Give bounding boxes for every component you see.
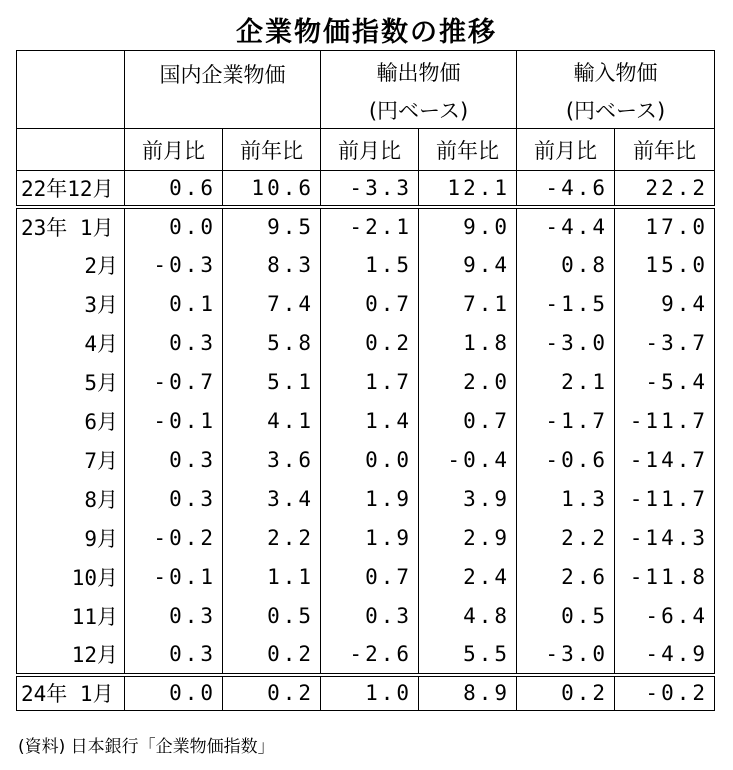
row-label: 23年 1月 <box>17 207 125 246</box>
value-cell: -11.8 <box>615 558 715 597</box>
value-cell: 2.9 <box>419 519 517 558</box>
header-import-mom: 前月比 <box>517 129 615 171</box>
corner-cell <box>17 51 125 129</box>
header-import-yoy: 前年比 <box>615 129 715 171</box>
value-cell: 2.1 <box>517 363 615 402</box>
value-cell: -14.3 <box>615 519 715 558</box>
value-cell: -0.7 <box>125 363 223 402</box>
value-cell: -11.7 <box>615 480 715 519</box>
header-import: 輸入物価 <box>517 51 715 93</box>
value-cell: -0.2 <box>125 519 223 558</box>
value-cell: 17.0 <box>615 207 715 246</box>
value-cell: 0.3 <box>125 441 223 480</box>
value-cell: -14.7 <box>615 441 715 480</box>
row-label: 12月 <box>17 636 125 675</box>
table-row <box>17 675 715 711</box>
header-export-sub: (円ベース) <box>321 93 517 129</box>
source-note: (資料) 日本銀行「企業物価指数」 <box>18 737 275 757</box>
value-cell: -1.5 <box>517 285 615 324</box>
row-label: 22年12月 <box>17 171 125 207</box>
value-cell: 7.4 <box>223 285 321 324</box>
row-label: 3月 <box>17 285 125 324</box>
value-cell: 9.4 <box>419 246 517 285</box>
table-row <box>17 402 715 441</box>
value-cell: 0.3 <box>321 597 419 636</box>
table-row <box>17 207 715 246</box>
row-label: 9月 <box>17 519 125 558</box>
value-cell: -0.4 <box>419 441 517 480</box>
value-cell: 0.2 <box>517 675 615 711</box>
value-cell: 0.0 <box>125 675 223 711</box>
value-cell: -0.2 <box>615 675 715 711</box>
value-cell: 0.5 <box>223 597 321 636</box>
value-cell: 0.7 <box>321 558 419 597</box>
value-cell: -3.0 <box>517 324 615 363</box>
value-cell: 0.3 <box>125 324 223 363</box>
corner-cell-lower <box>17 129 125 171</box>
value-cell: 0.2 <box>321 324 419 363</box>
row-label: 11月 <box>17 597 125 636</box>
table-row <box>17 171 715 207</box>
row-label: 8月 <box>17 480 125 519</box>
price-index-table <box>16 50 715 711</box>
value-cell: -3.0 <box>517 636 615 675</box>
row-label: 24年 1月 <box>17 675 125 711</box>
header-export: 輸出物価 <box>321 51 517 93</box>
value-cell: 0.2 <box>223 675 321 711</box>
value-cell: 1.9 <box>321 519 419 558</box>
value-cell: -4.9 <box>615 636 715 675</box>
value-cell: 10.6 <box>223 171 321 207</box>
row-label: 2月 <box>17 246 125 285</box>
value-cell: -4.4 <box>517 207 615 246</box>
value-cell: 1.8 <box>419 324 517 363</box>
value-cell: -0.6 <box>517 441 615 480</box>
value-cell: 1.4 <box>321 402 419 441</box>
table-row <box>17 246 715 285</box>
value-cell: -6.4 <box>615 597 715 636</box>
value-cell: 0.3 <box>125 636 223 675</box>
value-cell: 4.8 <box>419 597 517 636</box>
row-label: 5月 <box>17 363 125 402</box>
table-row <box>17 285 715 324</box>
value-cell: -0.1 <box>125 402 223 441</box>
value-cell: 8.3 <box>223 246 321 285</box>
value-cell: 9.4 <box>615 285 715 324</box>
value-cell: 3.4 <box>223 480 321 519</box>
value-cell: 3.9 <box>419 480 517 519</box>
value-cell: 15.0 <box>615 246 715 285</box>
value-cell: -2.6 <box>321 636 419 675</box>
value-cell: 2.2 <box>517 519 615 558</box>
value-cell: -2.1 <box>321 207 419 246</box>
page-title: 企業物価指数の推移 <box>236 17 497 48</box>
value-cell: 4.1 <box>223 402 321 441</box>
value-cell: 0.3 <box>125 597 223 636</box>
header-domestic-mom: 前月比 <box>125 129 223 171</box>
value-cell: 3.6 <box>223 441 321 480</box>
row-label: 6月 <box>17 402 125 441</box>
header-domestic: 国内企業物価 <box>125 51 321 129</box>
value-cell: 1.7 <box>321 363 419 402</box>
value-cell: 9.5 <box>223 207 321 246</box>
value-cell: -0.1 <box>125 558 223 597</box>
value-cell: 0.5 <box>517 597 615 636</box>
value-cell: -11.7 <box>615 402 715 441</box>
value-cell: -3.7 <box>615 324 715 363</box>
table-row <box>17 597 715 636</box>
header-export-yoy: 前年比 <box>419 129 517 171</box>
value-cell: 2.6 <box>517 558 615 597</box>
table-row <box>17 324 715 363</box>
value-cell: 5.8 <box>223 324 321 363</box>
row-label: 7月 <box>17 441 125 480</box>
value-cell: 8.9 <box>419 675 517 711</box>
row-label: 4月 <box>17 324 125 363</box>
value-cell: 0.1 <box>125 285 223 324</box>
header-import-sub: (円ベース) <box>517 93 715 129</box>
value-cell: 1.1 <box>223 558 321 597</box>
value-cell: 2.4 <box>419 558 517 597</box>
value-cell: -0.3 <box>125 246 223 285</box>
value-cell: -4.6 <box>517 171 615 207</box>
value-cell: 1.5 <box>321 246 419 285</box>
value-cell: 0.7 <box>321 285 419 324</box>
value-cell: 9.0 <box>419 207 517 246</box>
table-row <box>17 363 715 402</box>
value-cell: 2.2 <box>223 519 321 558</box>
row-label: 10月 <box>17 558 125 597</box>
value-cell: -3.3 <box>321 171 419 207</box>
table-row <box>17 441 715 480</box>
value-cell: 0.2 <box>223 636 321 675</box>
table-row <box>17 558 715 597</box>
value-cell: -5.4 <box>615 363 715 402</box>
value-cell: 22.2 <box>615 171 715 207</box>
value-cell: 1.9 <box>321 480 419 519</box>
value-cell: 7.1 <box>419 285 517 324</box>
value-cell: 0.0 <box>321 441 419 480</box>
table-row <box>17 519 715 558</box>
value-cell: 0.7 <box>419 402 517 441</box>
value-cell: 12.1 <box>419 171 517 207</box>
value-cell: 2.0 <box>419 363 517 402</box>
value-cell: -1.7 <box>517 402 615 441</box>
value-cell: 0.0 <box>125 207 223 246</box>
table-row <box>17 636 715 675</box>
value-cell: 0.8 <box>517 246 615 285</box>
header-domestic-yoy: 前年比 <box>223 129 321 171</box>
value-cell: 5.5 <box>419 636 517 675</box>
value-cell: 0.6 <box>125 171 223 207</box>
table-row <box>17 480 715 519</box>
header-export-mom: 前月比 <box>321 129 419 171</box>
value-cell: 1.0 <box>321 675 419 711</box>
value-cell: 1.3 <box>517 480 615 519</box>
value-cell: 5.1 <box>223 363 321 402</box>
value-cell: 0.3 <box>125 480 223 519</box>
